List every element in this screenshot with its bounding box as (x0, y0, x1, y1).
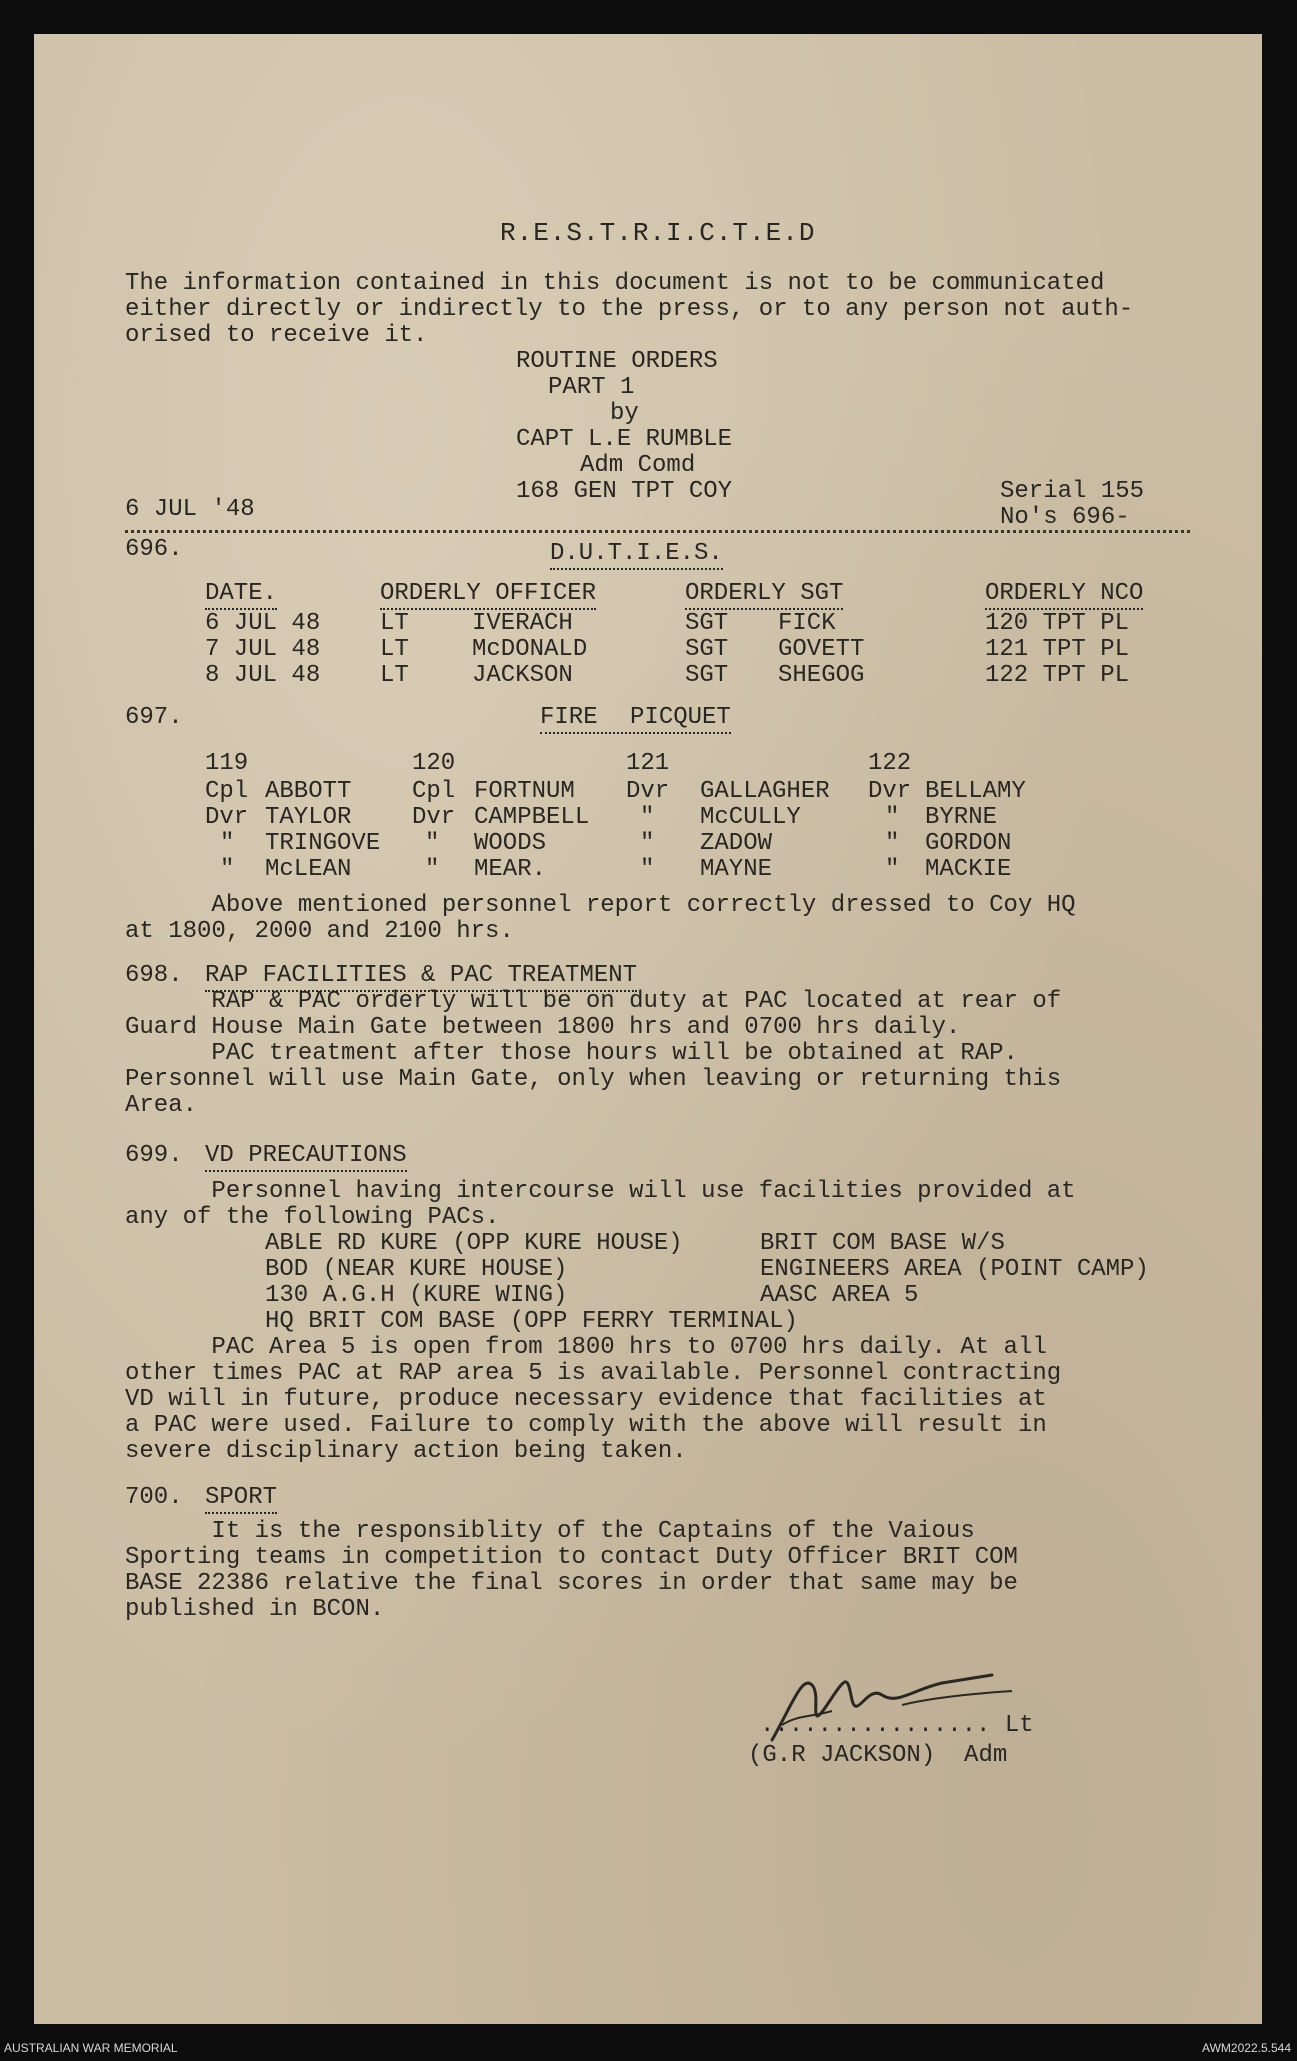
section-number: 696. (125, 536, 183, 563)
officer-rank: LT (380, 636, 409, 663)
picquet-rank: " (885, 856, 900, 883)
rap-paragraph-line: PAC treatment after those hours will be obtained at RAP. (125, 1040, 1018, 1067)
picquet-name: FORTNUM (474, 778, 575, 805)
picquet-name: GALLAGHER (700, 778, 830, 805)
section-heading-fire-picquet: FIRE PICQUET (540, 706, 731, 734)
rap-paragraph-line: Guard House Main Gate between 1800 hrs and 0700 hrs daily. (125, 1014, 961, 1041)
vd-closing-line: VD will in future, produce necessary evidence that facilities at (125, 1386, 1047, 1413)
platoon-number: 120 (412, 750, 456, 777)
picquet-name: MEAR. (474, 856, 547, 883)
picquet-instruction: Above mentioned personnel report correctly dressed to Coy HQ (125, 892, 1076, 919)
rap-paragraph-line: Personnel will use Main Gate, only when leaving or returning this (125, 1066, 1062, 1093)
duty-date: 8 JUL 48 (205, 662, 321, 689)
pac-location: ABLE RD KURE (OPP KURE HOUSE) (265, 1230, 683, 1257)
section-number: 699. (125, 1142, 183, 1169)
sgt-name: FICK (778, 610, 836, 637)
picquet-name: McLEAN (265, 856, 352, 883)
header-divider (125, 530, 1190, 533)
order-title: ROUTINE ORDERS (516, 348, 718, 375)
sport-paragraph-line: published in BCON. (125, 1596, 385, 1623)
unit-name: 168 GEN TPT COY (516, 478, 733, 505)
picquet-rank: Dvr (205, 804, 249, 831)
sgt-rank: SGT (685, 662, 729, 689)
picquet-name: BELLAMY (925, 778, 1026, 805)
picquet-name: McCULLY (700, 804, 801, 831)
pac-location: ENGINEERS AREA (POINT CAMP) (760, 1256, 1149, 1283)
section-number: 698. (125, 962, 183, 989)
sgt-rank: SGT (685, 636, 729, 663)
platoon-number: 122 (868, 750, 912, 777)
vd-closing-line: PAC Area 5 is open from 1800 hrs to 0700 hrs daily. At all (125, 1334, 1047, 1361)
nco-platoon: 122 TPT PL (985, 662, 1130, 689)
officer-name: McDONALD (472, 636, 588, 663)
order-part: PART 1 (548, 374, 635, 401)
picquet-rank: Cpl (205, 778, 249, 805)
officer-rank: LT (380, 662, 409, 689)
platoon-number: 119 (205, 750, 249, 777)
section-heading-duties: D.U.T.I.E.S. (550, 542, 723, 570)
picquet-name: MACKIE (925, 856, 1012, 883)
rap-paragraph-line: Area. (125, 1092, 198, 1119)
security-notice-line: orised to receive it. (125, 322, 428, 349)
commander-role: Adm Comd (580, 452, 696, 479)
vd-closing-line: a PAC were used. Failure to comply with the above will result in (125, 1412, 1047, 1439)
pac-location: 130 A.G.H (KURE WING) (265, 1282, 568, 1309)
picquet-rank: Dvr (626, 778, 670, 805)
nco-platoon: 121 TPT PL (985, 636, 1130, 663)
picquet-name: MAYNE (700, 856, 773, 883)
picquet-rank: Dvr (412, 804, 456, 831)
classification-heading: R.E.S.T.R.I.C.T.E.D (500, 218, 816, 248)
picquet-name: WOODS (474, 830, 547, 857)
picquet-instruction: at 1800, 2000 and 2100 hrs. (125, 918, 514, 945)
nco-platoon: 120 TPT PL (985, 610, 1130, 637)
security-notice-line: either directly or indirectly to the press, or to any person not auth- (125, 296, 1134, 323)
picquet-name: GORDON (925, 830, 1012, 857)
sgt-rank: SGT (685, 610, 729, 637)
archive-credit: AUSTRALIAN WAR MEMORIAL (4, 2041, 178, 2055)
commander-name: CAPT L.E RUMBLE (516, 426, 733, 453)
picquet-rank: " (885, 830, 900, 857)
section-number: 697. (125, 704, 183, 731)
picquet-name: CAMPBELL (474, 804, 590, 831)
order-numbers: No's 696- (1000, 504, 1130, 531)
column-header-orderly-nco: ORDERLY NCO (985, 582, 1143, 610)
archive-reference: AWM2022.5.544 (1202, 2041, 1291, 2055)
duty-date: 7 JUL 48 (205, 636, 321, 663)
picquet-rank: " (640, 830, 655, 857)
officer-name: IVERACH (472, 610, 573, 637)
column-header-orderly-officer: ORDERLY OFFICER (380, 582, 596, 610)
picquet-rank: " (885, 804, 900, 831)
pac-location: AASC AREA 5 (760, 1282, 919, 1309)
pac-location: BRIT COM BASE W/S (760, 1230, 1005, 1257)
section-heading-vd-precautions: VD PRECAUTIONS (205, 1144, 407, 1172)
order-by: by (610, 400, 639, 427)
sgt-name: SHEGOG (778, 662, 865, 689)
picquet-name: TRINGOVE (265, 830, 381, 857)
picquet-rank: " (640, 856, 655, 883)
platoon-number: 121 (626, 750, 670, 777)
picquet-name: ZADOW (700, 830, 773, 857)
picquet-rank: " (220, 830, 235, 857)
picquet-rank: " (220, 856, 235, 883)
column-header-date: DATE. (205, 582, 277, 610)
security-notice-line: The information contained in this document is not to be communicated (125, 270, 1105, 297)
vd-closing-line: severe disciplinary action being taken. (125, 1438, 687, 1465)
pac-location: HQ BRIT COM BASE (OPP FERRY TERMINAL) (265, 1308, 798, 1335)
section-number: 700. (125, 1484, 183, 1511)
vd-intro-line: any of the following PACs. (125, 1204, 500, 1231)
sport-paragraph-line: BASE 22386 relative the final scores in order that same may be (125, 1570, 1018, 1597)
picquet-name: ABBOTT (265, 778, 352, 805)
pac-location: BOD (NEAR KURE HOUSE) (265, 1256, 568, 1283)
picquet-rank: " (425, 856, 440, 883)
serial-number: Serial 155 (1000, 478, 1145, 505)
picquet-rank: Dvr (868, 778, 912, 805)
picquet-name: TAYLOR (265, 804, 352, 831)
sgt-name: GOVETT (778, 636, 865, 663)
picquet-rank: " (640, 804, 655, 831)
vd-intro-line: Personnel having intercourse will use facilities provided at (125, 1178, 1076, 1205)
sport-paragraph-line: Sporting teams in competition to contact Duty Officer BRIT COM (125, 1544, 1018, 1571)
order-date: 6 JUL '48 (125, 496, 255, 523)
signature-line: ................ Lt (760, 1712, 1034, 1739)
column-header-orderly-sgt: ORDERLY SGT (685, 582, 843, 610)
picquet-rank: Cpl (412, 778, 456, 805)
signatory-name: (G.R JACKSON) Adm (748, 1742, 1008, 1769)
duty-date: 6 JUL 48 (205, 610, 321, 637)
sport-paragraph-line: It is the responsiblity of the Captains of the Vaious (125, 1518, 975, 1545)
vd-closing-line: other times PAC at RAP area 5 is available. Personnel contracting (125, 1360, 1062, 1387)
officer-rank: LT (380, 610, 409, 637)
officer-name: JACKSON (472, 662, 573, 689)
section-heading-sport: SPORT (205, 1486, 277, 1514)
section-heading-rap-facilities: RAP FACILITIES & PAC TREATMENT (205, 964, 637, 992)
rap-paragraph-line: RAP & PAC orderly will be on duty at PAC located at rear of (125, 988, 1062, 1015)
picquet-rank: " (425, 830, 440, 857)
picquet-name: BYRNE (925, 804, 998, 831)
